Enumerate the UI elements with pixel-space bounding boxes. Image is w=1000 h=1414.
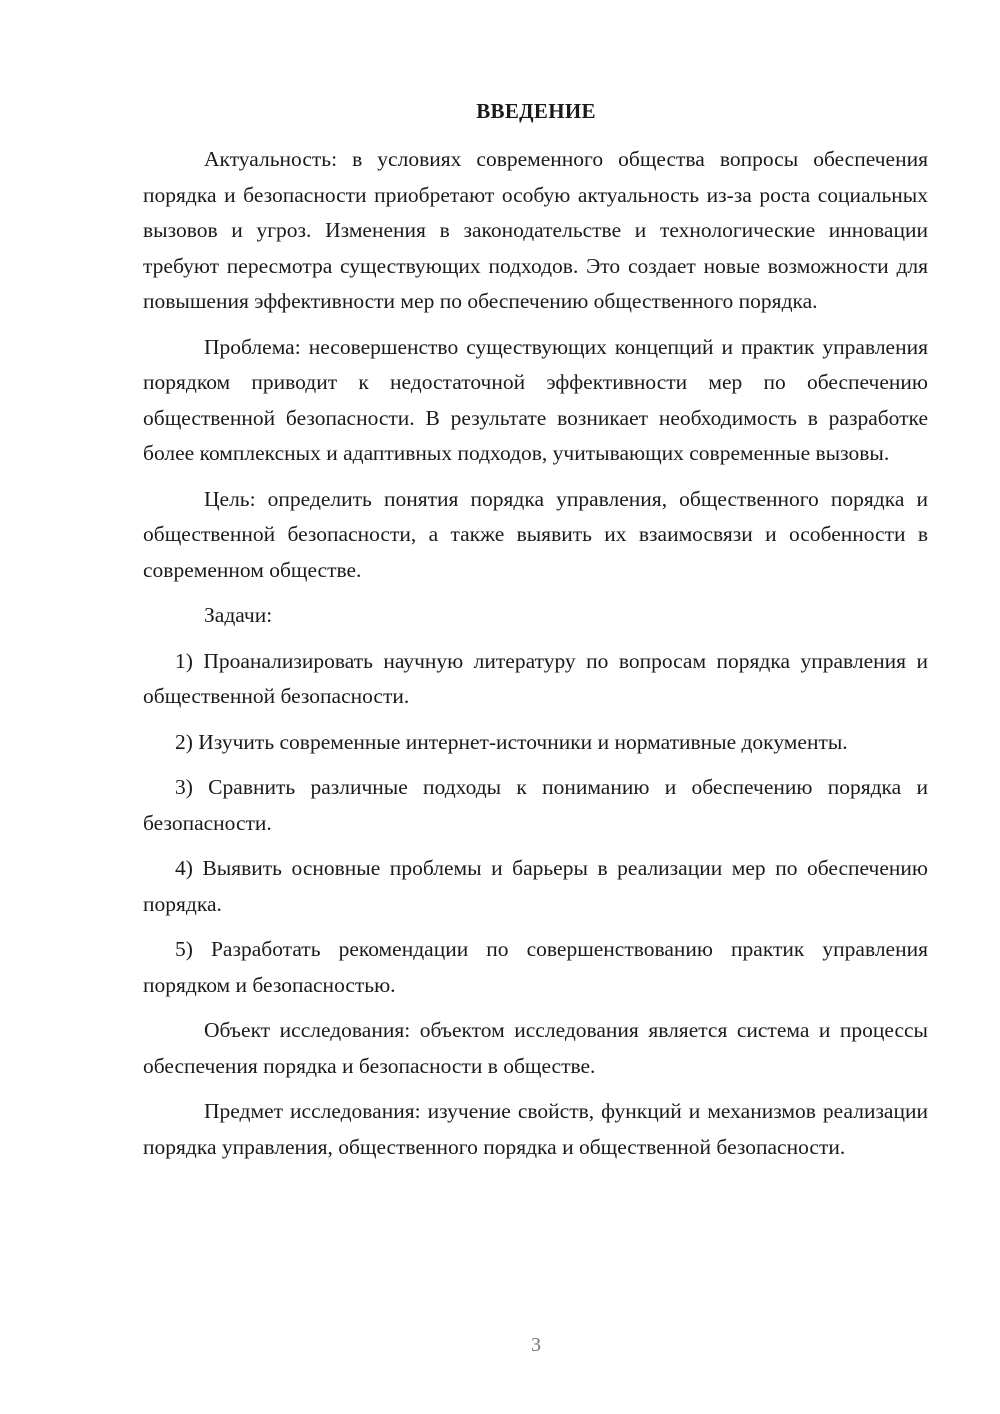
paragraph-relevance: Актуальность: в условиях современного общества вопросы обеспечения порядка и безопасности приобретают особую актуальность из-за роста социальных вызовов и угроз. Изменения в законодательстве и технологические инновации требуют пересмотра существующих подходов. Это создает новые возможности для повышения эффективности мер по обеспечению общественного порядка. [143,147,928,313]
page-number: 3 [531,1334,541,1356]
task-item-3: 3) Сравнить различные подходы к пониманию и обеспечению порядка и безопасности. [143,775,928,835]
task-item-5: 5) Разработать рекомендации по совершенствованию практик управления порядком и безопасностью. [143,937,928,997]
paragraph-subject: Предмет исследования: изучение свойств, функций и механизмов реализации порядка управления, общественного порядка и общественной безопасности. [143,1099,928,1159]
paragraph-object: Объект исследования: объектом исследования является система и процессы обеспечения порядка и безопасности в обществе. [143,1018,928,1078]
document-body [143,142,928,1175]
task-item-1: 1) Проанализировать научную литературу по вопросам порядка управления и общественной безопасности. [143,648,928,708]
paragraph-goal: Цель: определить понятия порядка управления, общественного порядка и общественной безопасности, а также выявить их взаимосвязи и особенности в современном обществе. [143,486,928,582]
task-item-4: 4) Выявить основные проблемы и барьеры в реализации мер по обеспечению порядка. [143,856,928,916]
section-title: ВВЕДЕНИЕ [476,99,596,123]
paragraph-problem: Проблема: несовершенство существующих концепций и практик управления порядком приводит к недостаточной эффективности мер по обеспечению общественной безопасности. В результате возникает необходимость в разработке более комплексных и адаптивных подходов, учитывающих современные вызовы. [143,334,928,465]
task-item-2: 2) Изучить современные интернет-источники и нормативные документы. [175,729,848,754]
paragraph-tasks-heading: Задачи: [204,603,273,627]
